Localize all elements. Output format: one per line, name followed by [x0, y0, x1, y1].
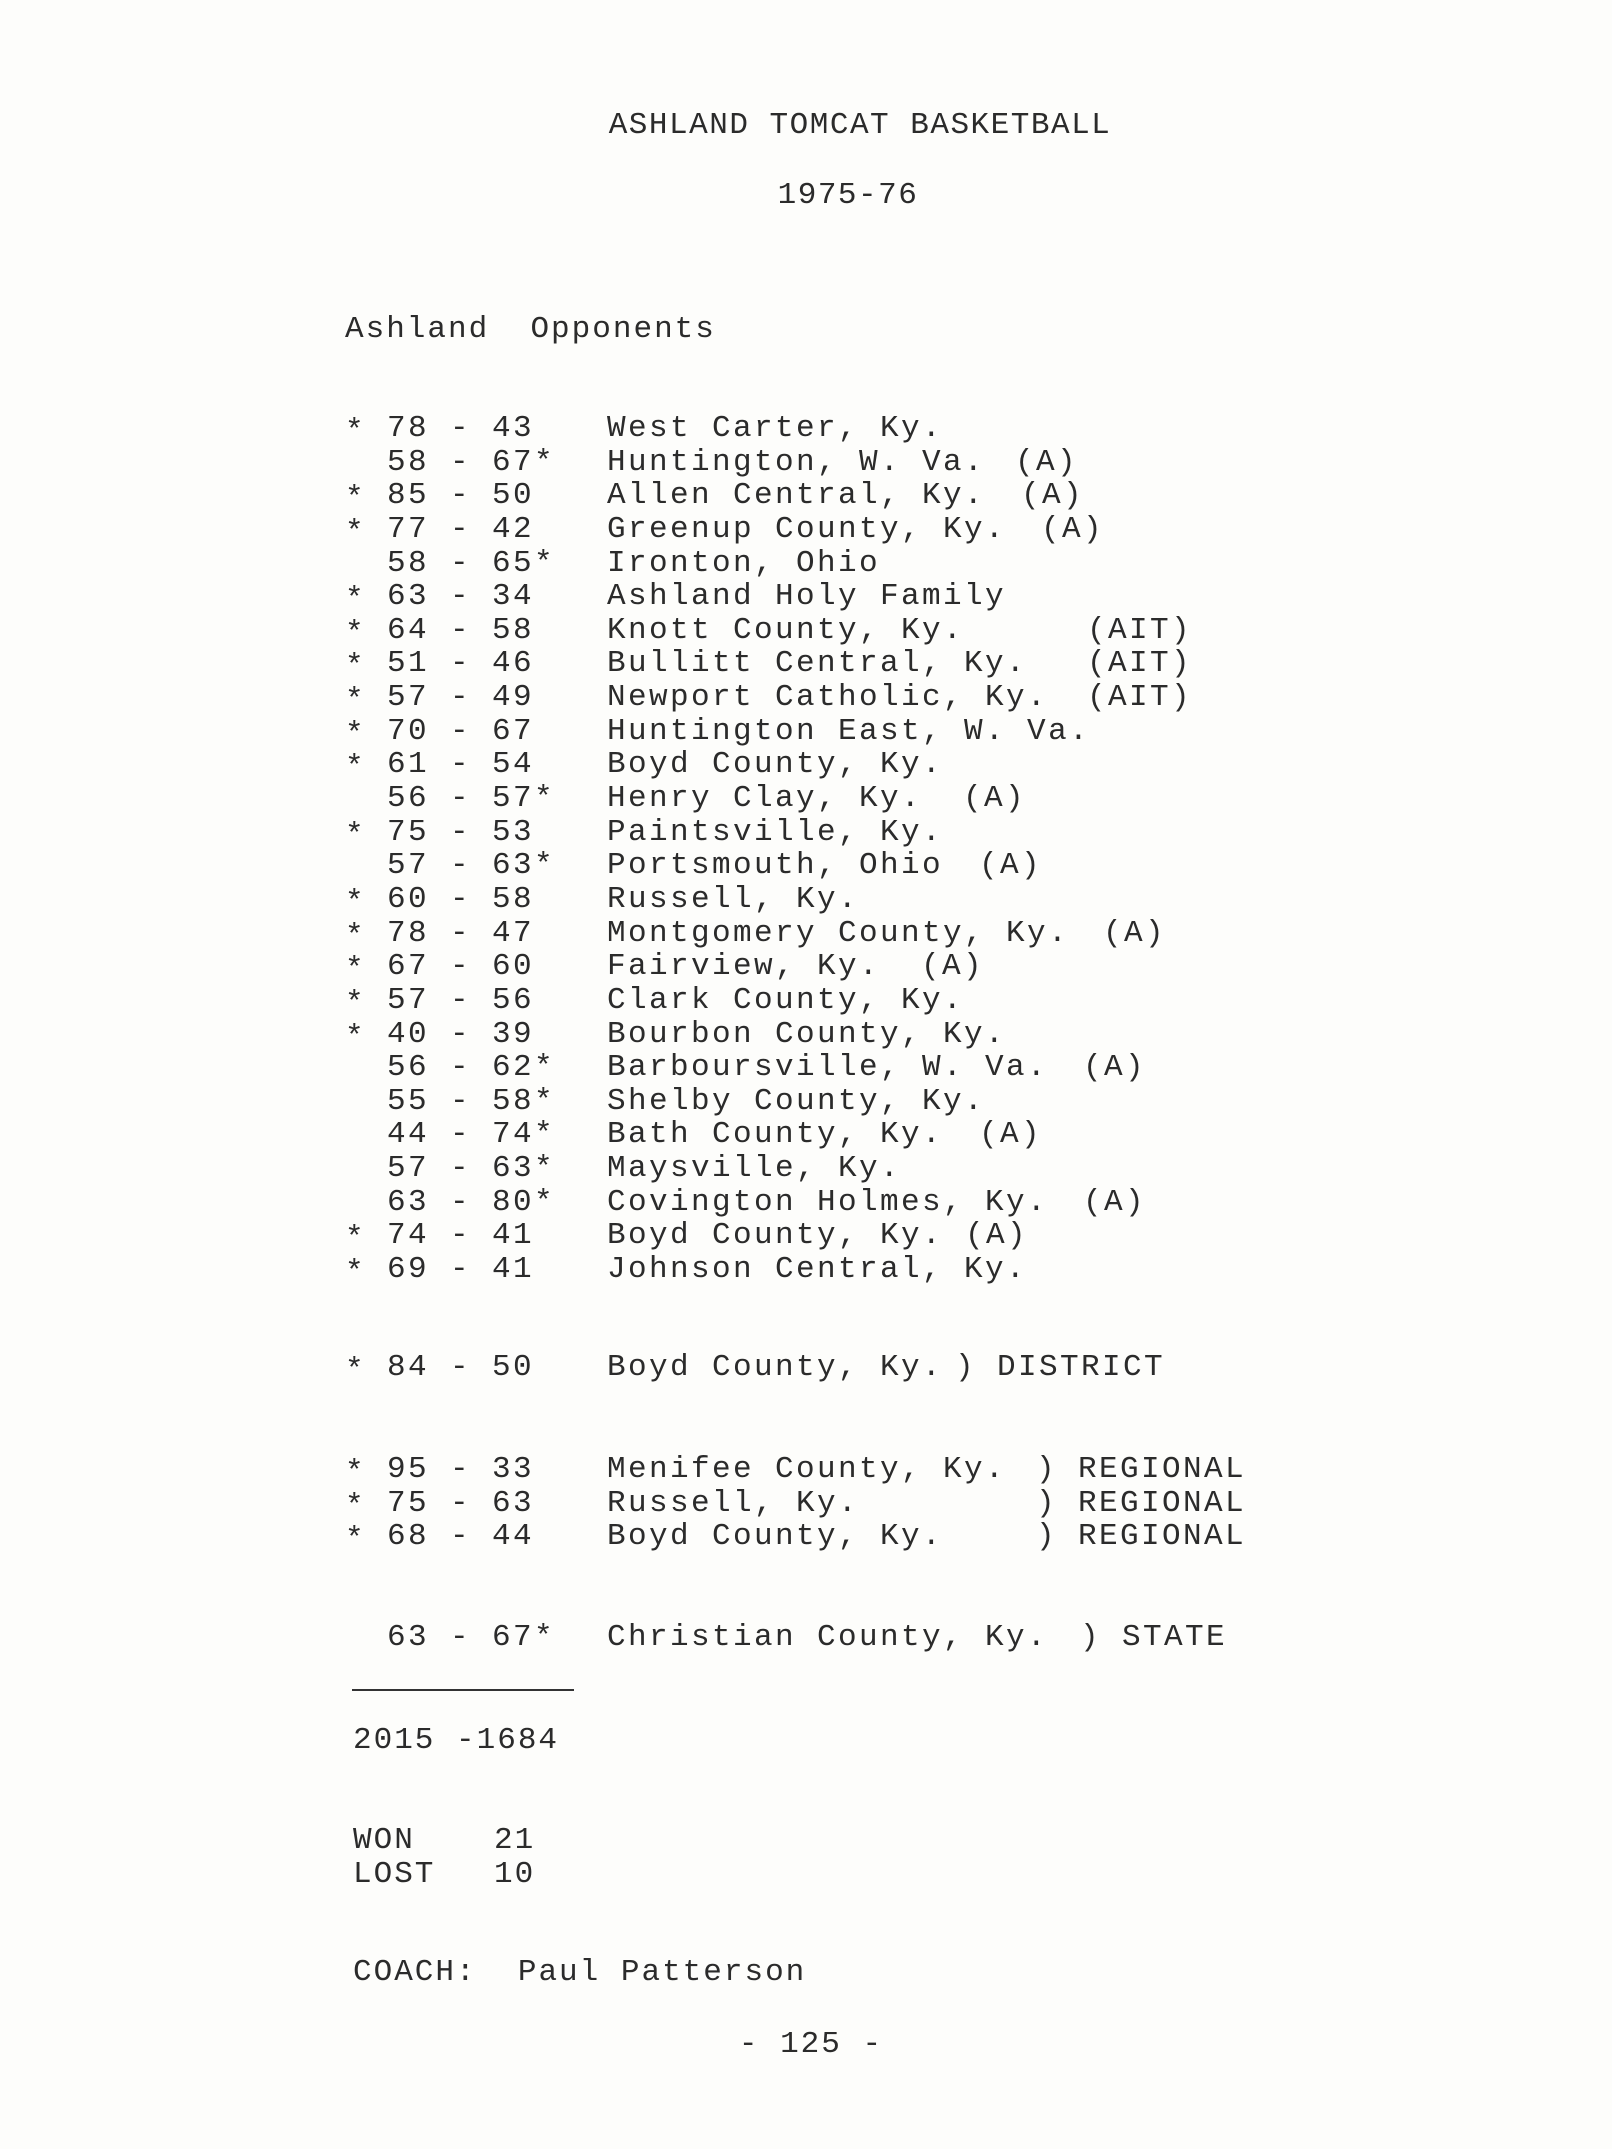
win-marker: *: [345, 1522, 367, 1558]
opponent-name: Ashland Holy Family: [607, 579, 1007, 615]
game-note: ) REGIONAL: [1036, 1485, 1247, 1521]
win-marker: *: [345, 716, 367, 752]
opponent-name: Henry Clay, Ky.: [607, 781, 923, 817]
game-row: [345, 680, 1345, 719]
game-note: (A): [1021, 478, 1085, 514]
game-score: 58 - 65*: [387, 545, 556, 581]
opponent-name: Boyd County, Ky.: [607, 1218, 944, 1254]
game-score: 78 - 47: [387, 915, 535, 951]
page-title: ASHLAND TOMCAT BASKETBALL: [608, 108, 1112, 143]
game-note: (A): [1015, 444, 1079, 480]
game-row: [345, 747, 1345, 786]
game-note: (AIT): [1087, 680, 1193, 716]
opponent-name: Clark County, Ky.: [607, 982, 965, 1018]
game-note: (A): [1083, 1050, 1147, 1086]
game-row: [345, 1151, 1345, 1185]
game-score: 44 - 74*: [387, 1117, 556, 1153]
opponent-name: Bourbon County, Ky.: [607, 1016, 1007, 1052]
regional-games: [345, 1452, 1345, 1558]
opponent-name: Johnson Central, Ky.: [607, 1252, 1028, 1288]
game-score: 69 - 41: [387, 1252, 535, 1288]
regular-season-games: [345, 411, 1345, 1291]
game-row: [345, 1519, 1345, 1558]
opponent-name: Huntington East, W. Va.: [607, 713, 1091, 749]
opponent-name: Greenup County, Ky.: [607, 511, 1007, 547]
win-marker: *: [345, 615, 367, 651]
opponent-name: Bath County, Ky.: [607, 1117, 944, 1153]
win-marker: *: [345, 817, 367, 853]
game-note: ) STATE: [1080, 1620, 1228, 1655]
opponent-name: Menifee County, Ky.: [607, 1452, 1007, 1487]
game-row: [345, 1084, 1345, 1118]
game-row: [345, 1117, 1345, 1151]
game-score: 78 - 43: [387, 411, 535, 446]
game-note: ) REGIONAL: [1036, 1519, 1247, 1555]
game-note: (A): [1083, 1184, 1147, 1220]
opponent-name: West Carter, Ky.: [607, 411, 944, 446]
game-score: 60 - 58: [387, 881, 535, 917]
lost-label: LOST: [353, 1857, 436, 1892]
game-score: 74 - 41: [387, 1218, 535, 1254]
opponent-name: Montgomery County, Ky.: [607, 915, 1070, 951]
opponent-name: Huntington, W. Va.: [607, 444, 986, 480]
game-row: [345, 982, 1345, 1021]
opponent-name: Russell, Ky.: [607, 881, 860, 917]
opponent-name: Christian County, Ky.: [607, 1620, 1049, 1655]
win-marker: *: [345, 1455, 367, 1490]
game-score: 63 - 67*: [387, 1620, 556, 1655]
game-score: 40 - 39: [387, 1016, 535, 1052]
game-row: [345, 1218, 1345, 1257]
game-row: [345, 411, 1345, 449]
game-row: [345, 881, 1345, 920]
game-row: [345, 848, 1345, 882]
game-note: (AIT): [1087, 612, 1193, 648]
game-score: 57 - 49: [387, 680, 535, 716]
opponent-name: Barboursville, W. Va.: [607, 1050, 1049, 1086]
win-marker: *: [345, 649, 367, 685]
game-score: 57 - 63*: [387, 848, 556, 884]
game-row: [345, 1050, 1345, 1084]
coach-name: Paul Patterson: [517, 1955, 807, 1990]
season-label: 1975-76: [777, 178, 919, 213]
game-row: [345, 1252, 1345, 1291]
game-row: [345, 915, 1345, 954]
opponent-name: Knott County, Ky.: [607, 612, 965, 648]
game-row: [345, 713, 1345, 752]
win-marker: *: [345, 1353, 367, 1388]
game-score: 63 - 80*: [387, 1184, 556, 1220]
win-marker: *: [345, 750, 367, 786]
opponent-name: Shelby County, Ky.: [607, 1083, 986, 1119]
won-label: WON: [353, 1823, 415, 1858]
game-row: [345, 1620, 1345, 1654]
season-totals: 2015 -1684: [353, 1723, 560, 1758]
game-score: 84 - 50: [387, 1350, 535, 1385]
column-header-ashland: Ashland: [345, 312, 490, 347]
game-score: 70 - 67: [387, 713, 535, 749]
game-score: 77 - 42: [387, 511, 535, 547]
district-games: [345, 1350, 1345, 1388]
column-headers: [345, 312, 716, 347]
opponent-name: Covington Holmes, Ky.: [607, 1184, 1049, 1220]
game-row: [345, 646, 1345, 685]
game-note: (A): [963, 781, 1027, 817]
game-row: [345, 1452, 1345, 1490]
game-row: [345, 1350, 1345, 1388]
win-marker: *: [345, 918, 367, 954]
opponent-name: Ironton, Ohio: [607, 545, 881, 581]
game-row: [345, 949, 1345, 988]
game-score: 64 - 58: [387, 612, 535, 648]
game-row: [345, 511, 1345, 550]
game-score: 57 - 63*: [387, 1151, 556, 1187]
totals-divider: [352, 1689, 574, 1691]
game-note: (A): [921, 949, 985, 985]
game-score: 57 - 56: [387, 982, 535, 1018]
game-note: (A): [1041, 511, 1105, 547]
game-row: [345, 781, 1345, 815]
game-score: 95 - 33: [387, 1452, 535, 1487]
game-score: 56 - 57*: [387, 781, 556, 817]
opponent-name: Boyd County, Ky.: [607, 747, 944, 783]
lost-value: 10: [494, 1857, 536, 1892]
game-score: 75 - 53: [387, 814, 535, 850]
opponent-name: Russell, Ky.: [607, 1485, 860, 1521]
opponent-name: Boyd County, Ky.: [607, 1519, 944, 1555]
game-row: [345, 1016, 1345, 1055]
opponent-name: Maysville, Ky.: [607, 1151, 902, 1187]
game-note: (AIT): [1087, 646, 1193, 682]
game-row: [345, 814, 1345, 853]
game-row: [345, 1485, 1345, 1524]
opponent-name: Portsmouth, Ohio: [607, 848, 944, 884]
game-row: [345, 1185, 1345, 1219]
win-marker: *: [345, 1019, 367, 1055]
game-score: 58 - 67*: [387, 444, 556, 480]
coach-label: COACH:: [353, 1955, 477, 1990]
state-games: [345, 1620, 1345, 1654]
won-value: 21: [494, 1823, 536, 1858]
opponent-name: Paintsville, Ky.: [607, 814, 944, 850]
win-marker: *: [345, 884, 367, 920]
opponent-name: Boyd County, Ky.: [607, 1350, 944, 1385]
game-score: 61 - 54: [387, 747, 535, 783]
game-row: [345, 478, 1345, 517]
win-marker: *: [345, 582, 367, 618]
column-header-opponents: Opponents: [530, 312, 716, 347]
game-note: ) REGIONAL: [1036, 1452, 1247, 1487]
win-marker: *: [345, 985, 367, 1021]
game-score: 67 - 60: [387, 949, 535, 985]
game-row: [345, 612, 1345, 651]
game-note: (A): [1103, 915, 1167, 951]
win-marker: *: [345, 1221, 367, 1257]
game-note: (A): [965, 1218, 1029, 1254]
win-marker: *: [345, 514, 367, 550]
game-score: 75 - 63: [387, 1485, 535, 1521]
opponent-name: Bullitt Central, Ky.: [607, 646, 1028, 682]
opponent-name: Fairview, Ky.: [607, 949, 881, 985]
game-row: [345, 445, 1345, 479]
win-marker: *: [345, 481, 367, 517]
coach-line: [353, 1955, 806, 1990]
game-row: [345, 546, 1345, 580]
opponent-name: Allen Central, Ky.: [607, 478, 986, 514]
game-score: 51 - 46: [387, 646, 535, 682]
game-note: (A): [979, 848, 1043, 884]
opponent-name: Newport Catholic, Ky.: [607, 680, 1049, 716]
game-note: (A): [979, 1117, 1043, 1153]
win-marker: *: [345, 414, 367, 449]
win-marker: *: [345, 1255, 367, 1291]
win-marker: *: [345, 683, 367, 719]
win-marker: *: [345, 1488, 367, 1524]
game-score: 55 - 58*: [387, 1083, 556, 1119]
page-number: - 125 -: [738, 2027, 884, 2062]
game-score: 68 - 44: [387, 1519, 535, 1555]
game-score: 56 - 62*: [387, 1050, 556, 1086]
game-score: 63 - 34: [387, 579, 535, 615]
win-marker: *: [345, 952, 367, 988]
game-row: [345, 579, 1345, 618]
game-note: ) DISTRICT: [955, 1350, 1166, 1385]
game-score: 85 - 50: [387, 478, 535, 514]
